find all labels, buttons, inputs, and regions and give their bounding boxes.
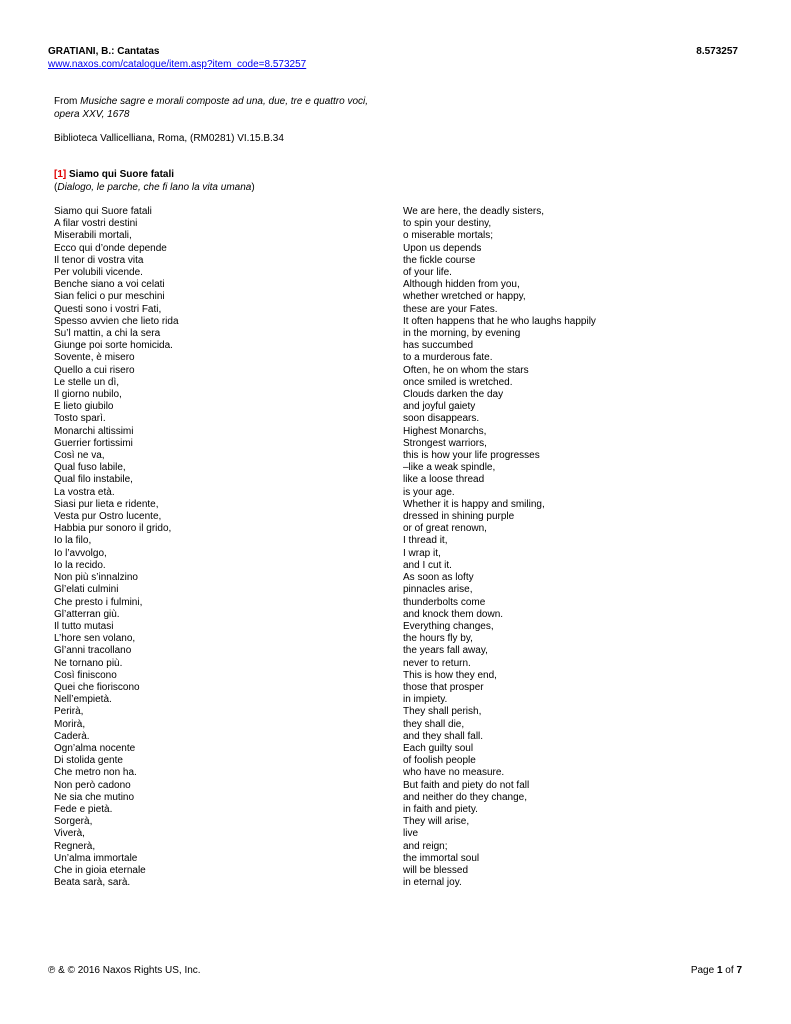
english-line: I wrap it, <box>403 547 441 559</box>
italian-line: Vesta pur Ostro lucente, <box>54 511 162 523</box>
italian-line: Che presto i fulmini, <box>54 596 143 608</box>
english-line: Whether it is happy and smiling, <box>403 498 545 510</box>
english-line: and neither do they change, <box>403 791 527 803</box>
footer-copyright: ℗ & © 2016 Naxos Rights US, Inc. <box>48 965 201 976</box>
italian-line: Che in gioia eternale <box>54 864 146 876</box>
italian-line: Monarchi altissimi <box>54 425 134 437</box>
italian-line: Il tenor di vostra vita <box>54 254 144 266</box>
english-line: They shall perish, <box>403 706 482 718</box>
italian-line: Beata sarà, sarà. <box>54 877 131 889</box>
english-line: o miserable mortals; <box>403 230 494 242</box>
english-line: and joyful gaiety <box>403 401 476 413</box>
italian-line: Viverà, <box>54 828 85 840</box>
page-label: Page <box>690 965 717 976</box>
english-line: the hours fly by, <box>403 633 473 645</box>
italian-line: L’hore sen volano, <box>54 633 136 645</box>
english-line: to spin your destiny, <box>403 218 492 230</box>
italian-line: Tosto sparì. <box>54 413 106 425</box>
library-reference: Biblioteca Vallicelliana, Roma, (RM0281) VI.15.B.34 <box>54 133 284 144</box>
catalogue-code: 8.573257 <box>696 46 738 57</box>
italian-line: Habbia pur sonoro il grido, <box>54 523 172 535</box>
english-line: they shall die, <box>403 718 465 730</box>
english-line: Although hidden from you, <box>403 279 520 291</box>
italian-line: Ne sia che mutino <box>54 791 135 803</box>
track-number: [1] <box>54 169 67 180</box>
english-line: the fickle course <box>403 254 476 266</box>
italian-line: Gl’elati culmini <box>54 584 119 596</box>
italian-line: E lieto giubilo <box>54 401 114 413</box>
english-line: in impiety. <box>403 694 448 706</box>
page-of: of <box>722 965 737 976</box>
document-title: GRATIANI, B.: Cantatas <box>48 46 160 57</box>
paren-open: ( <box>54 182 58 193</box>
italian-text-column <box>54 206 179 889</box>
italian-line: Nell’empietà. <box>54 694 112 706</box>
italian-line: Di stolida gente <box>54 755 123 767</box>
italian-line: A filar vostri destini <box>54 218 138 230</box>
english-line: of foolish people <box>403 755 476 767</box>
english-line: pinnacles arise, <box>403 584 473 596</box>
italian-line: Su’l mattin, a chi la sera <box>54 328 161 340</box>
english-line: has succumbed <box>403 340 474 352</box>
italian-line: Il giorno nubilo, <box>54 389 122 401</box>
italian-line: La vostra età. <box>54 486 115 498</box>
english-line: and knock them down. <box>403 608 504 620</box>
english-line: is your age. <box>403 486 455 498</box>
italian-line: Fede e pietà. <box>54 803 113 815</box>
english-line: Highest Monarchs, <box>403 425 487 437</box>
english-line: I thread it, <box>403 535 448 547</box>
catalogue-link[interactable]: www.naxos.com/catalogue/item.asp?item_code=8.573257 <box>48 59 307 70</box>
english-line: in the morning, by evening <box>403 328 521 340</box>
italian-line: Morirà, <box>54 718 86 730</box>
english-line: Upon us depends <box>403 242 482 254</box>
italian-line: Questi sono i vostri Fati, <box>54 303 162 315</box>
italian-line: Ne tornano più. <box>54 657 123 669</box>
english-line: to a murderous fate. <box>403 352 493 364</box>
paren-close: ) <box>251 182 255 193</box>
italian-line: Caderà. <box>54 730 90 742</box>
page-total: 7 <box>736 965 742 976</box>
italian-line: Sorgerà, <box>54 816 93 828</box>
footer-page-number <box>691 965 742 976</box>
english-line: and I cut it. <box>403 559 452 571</box>
english-line: and reign; <box>403 840 448 852</box>
english-line: thunderbolts come <box>403 596 486 608</box>
italian-line: Le stelle un dì, <box>54 376 120 388</box>
italian-line: Ecco qui d’onde depende <box>54 242 167 254</box>
english-line: once smiled is wretched. <box>403 376 513 388</box>
italian-line: Il tutto mutasi <box>54 620 114 632</box>
track-subtitle-text: Dialogo, le parche, che fi lano la vita umana <box>57 182 252 193</box>
english-translation-column <box>403 206 596 889</box>
italian-line: Sian felici o pur meschini <box>54 291 165 303</box>
source-work-title-line2: opera XXV, 1678 <box>54 108 130 120</box>
italian-line: Perirà, <box>54 706 84 718</box>
italian-line: Ogn’alma nocente <box>54 742 136 754</box>
english-line: But faith and piety do not fall <box>403 779 530 791</box>
english-line: the years fall away, <box>403 645 488 657</box>
track-heading <box>54 169 174 180</box>
italian-line: Io la recido. <box>54 559 106 571</box>
english-line: of your life. <box>403 267 452 279</box>
italian-line: Regnerà, <box>54 840 96 852</box>
italian-line: Gl’anni tracollano <box>54 645 132 657</box>
source-work-title-line1: Musiche sagre e morali composte ad una, due, tre e quattro voci, <box>80 96 369 107</box>
english-line: soon disappears. <box>403 413 480 425</box>
english-line: will be blessed <box>403 864 469 876</box>
italian-line: Qual fuso labile, <box>54 462 126 474</box>
english-line: It often happens that he who laughs happily <box>403 315 596 327</box>
italian-line: Non più s’innalzino <box>54 572 138 584</box>
italian-line: Per volubili vicende. <box>54 267 143 279</box>
italian-line: Io la filo, <box>54 535 92 547</box>
italian-line: Guerrier fortissimi <box>54 437 133 449</box>
italian-line: Io l’avvolgo, <box>54 547 107 559</box>
english-line: whether wretched or happy, <box>403 291 526 303</box>
italian-line: Miserabili mortali, <box>54 230 132 242</box>
italian-line: Un’alma immortale <box>54 852 138 864</box>
english-line: never to return. <box>403 657 471 669</box>
english-line: Clouds darken the day <box>403 389 504 401</box>
italian-line: Che metro non ha. <box>54 767 137 779</box>
english-line: Often, he on whom the stars <box>403 364 529 376</box>
english-line: the immortal soul <box>403 852 480 864</box>
italian-line: Sovente, è misero <box>54 352 135 364</box>
italian-line: Spesso avvien che lieto rida <box>54 315 179 327</box>
page-current: 1 <box>716 965 723 976</box>
italian-line: Così ne va, <box>54 450 105 462</box>
english-line: As soon as lofty <box>403 572 474 584</box>
english-line: Everything changes, <box>403 620 494 632</box>
italian-line: Non però cadono <box>54 779 131 791</box>
italian-line: Siasi pur lieta e ridente, <box>54 498 159 510</box>
english-line: dressed in shining purple <box>403 511 515 523</box>
english-line: who have no measure. <box>403 767 505 779</box>
english-line: these are your Fates. <box>403 303 498 315</box>
source-prefix: From <box>54 96 81 107</box>
english-line: this is how your life progresses <box>403 450 540 462</box>
english-line: live <box>403 828 419 840</box>
english-line: –like a weak spindle, <box>403 462 496 474</box>
italian-line: Benche siano a voi celati <box>54 279 165 291</box>
english-line: They will arise, <box>403 816 470 828</box>
track-subtitle <box>54 182 255 193</box>
english-line: in faith and piety. <box>403 803 478 815</box>
track-title: Siamo qui Suore fatali <box>69 169 175 180</box>
english-line: in eternal joy. <box>403 877 462 889</box>
english-line: like a loose thread <box>403 474 485 486</box>
english-line: or of great renown, <box>403 523 487 535</box>
english-line: Strongest warriors, <box>403 437 487 449</box>
italian-line: Giunge poi sorte homicida. <box>54 340 173 352</box>
italian-line: Gl’atterran giù. <box>54 608 120 620</box>
english-line: We are here, the deadly sisters, <box>403 206 544 217</box>
italian-line: Quei che fioriscono <box>54 681 140 693</box>
source-citation <box>54 96 414 121</box>
italian-line: Qual filo instabile, <box>54 474 133 486</box>
english-line: This is how they end, <box>403 669 497 681</box>
english-line: Each guilty soul <box>403 742 474 754</box>
english-line: and they shall fall. <box>403 730 484 742</box>
italian-line: Siamo qui Suore fatali <box>54 206 152 217</box>
english-line: those that prosper <box>403 681 484 693</box>
italian-line: Quello a cui risero <box>54 364 135 376</box>
italian-line: Così finiscono <box>54 669 117 681</box>
